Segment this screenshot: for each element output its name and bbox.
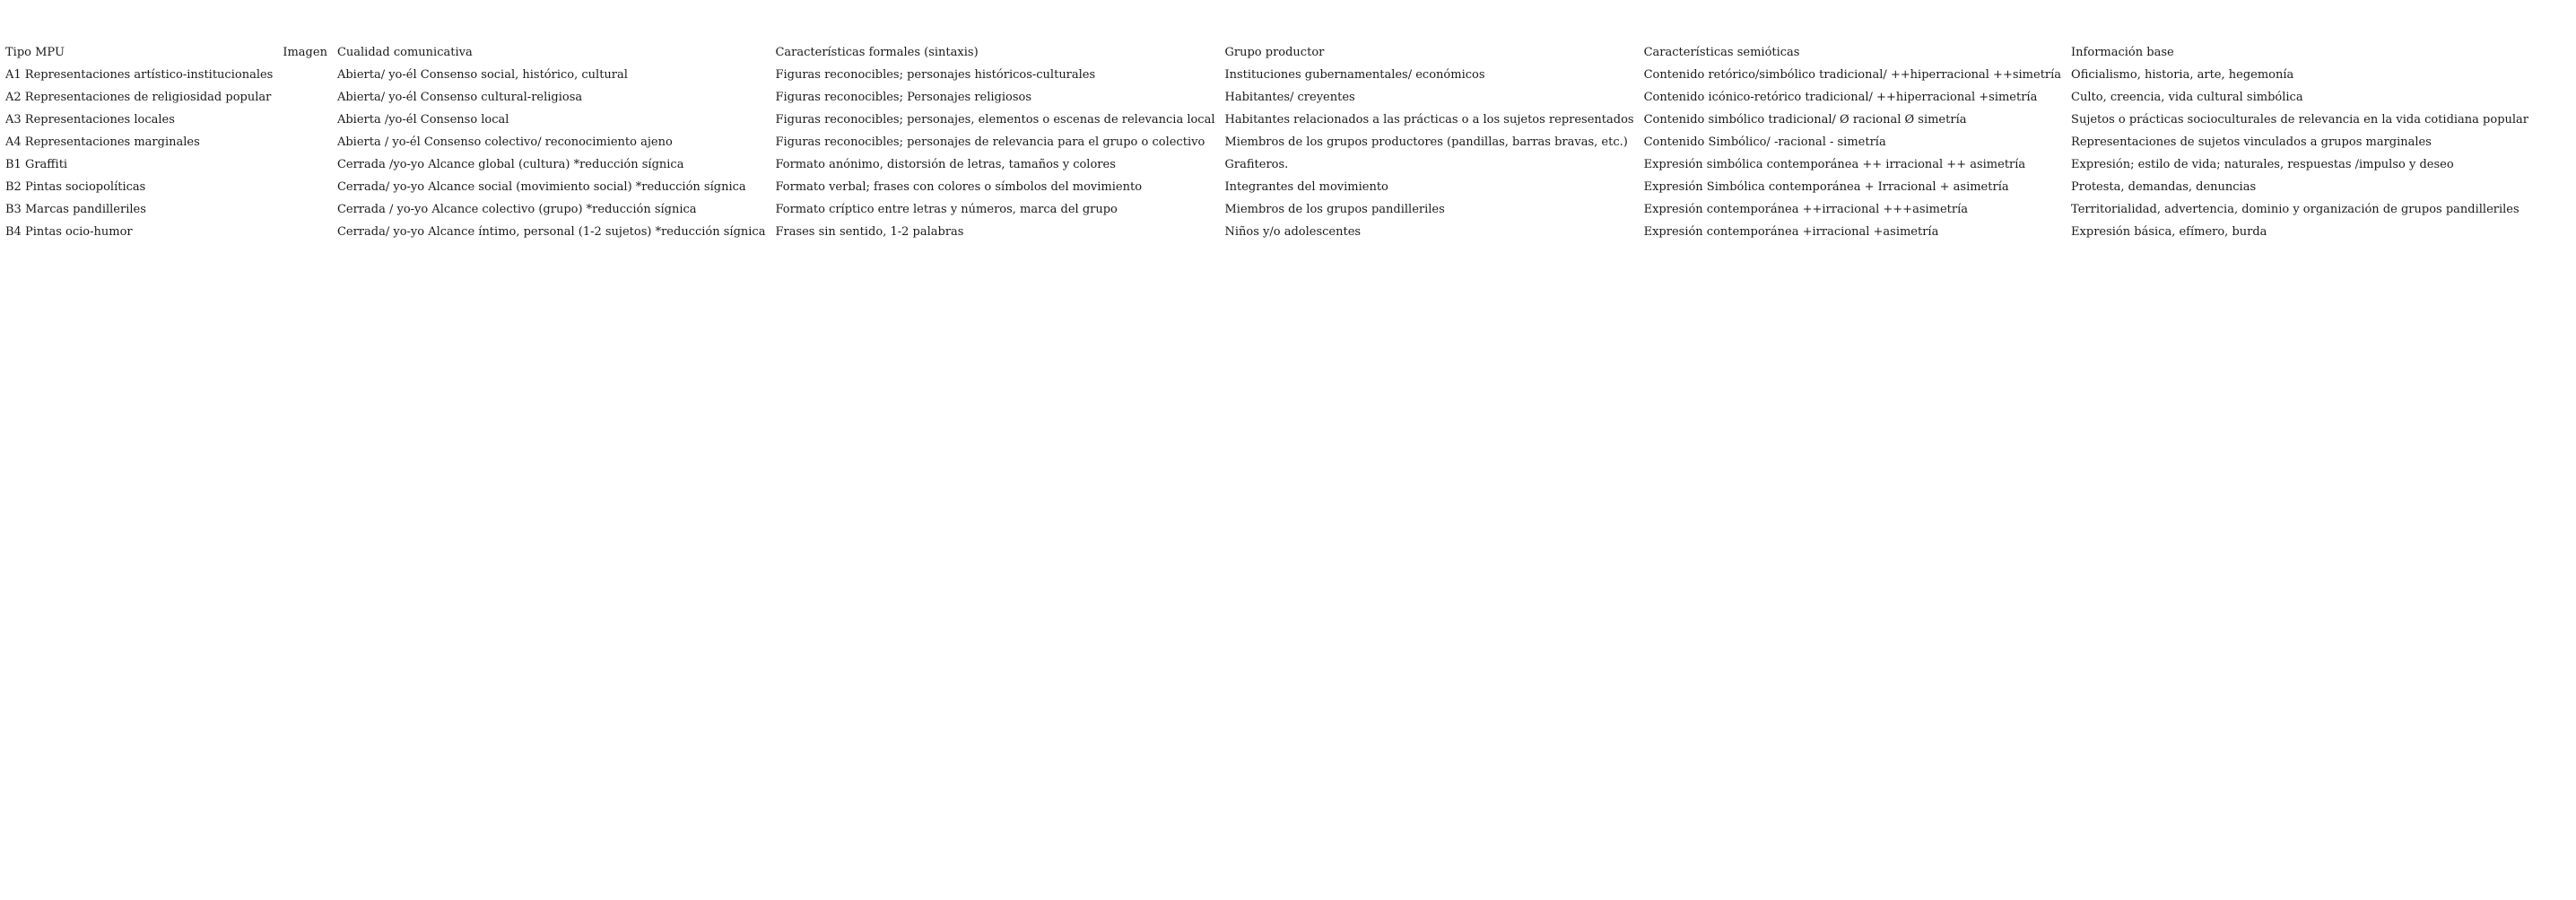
cell-tipo-mpu: A1 Representaciones artístico-institucionales xyxy=(5,68,274,82)
cell-caracteristicas-formales: Figuras reconocibles; personajes, elementos o escenas de relevancia local xyxy=(775,113,1215,127)
header-imagen: Imagen xyxy=(283,46,327,59)
cell-caracteristicas-semioticas: Contenido simbólico tradicional/ Ø racional Ø simetría xyxy=(1643,113,1967,127)
cell-caracteristicas-formales: Figuras reconocibles; personajes de relevancia para el grupo o colectivo xyxy=(775,135,1205,149)
table-header xyxy=(5,41,2528,64)
cell-tipo-mpu: B3 Marcas pandilleriles xyxy=(5,203,146,216)
cell-tipo-mpu: A4 Representaciones marginales xyxy=(5,135,200,149)
cell-informacion-base: Expresión; estilo de vida; naturales, respuestas /impulso y deseo xyxy=(2071,158,2454,171)
cell-informacion-base: Culto, creencia, vida cultural simbólica xyxy=(2071,91,2303,104)
header-caracteristicas-formales: Características formales (sintaxis) xyxy=(775,46,979,59)
cell-grupo-productor: Integrantes del movimiento xyxy=(1224,180,1388,194)
cell-imagen xyxy=(283,176,337,198)
cell-imagen xyxy=(283,221,337,243)
cell-caracteristicas-semioticas: Expresión contemporánea ++irracional +++asimetría xyxy=(1643,203,1969,216)
table-row xyxy=(5,86,2528,109)
cell-imagen xyxy=(283,198,337,221)
table-row xyxy=(5,131,2528,153)
cell-imagen xyxy=(283,86,337,109)
cell-cualidad-comunicativa: Abierta /yo-él Consenso local xyxy=(336,113,509,127)
table-row xyxy=(5,153,2528,176)
cell-cualidad-comunicativa: Abierta / yo-él Consenso colectivo/ reconocimiento ajeno xyxy=(336,135,673,149)
cell-grupo-productor: Miembros de los grupos productores (pandillas, barras bravas, etc.) xyxy=(1224,135,1628,149)
cell-imagen xyxy=(283,64,337,86)
cell-caracteristicas-formales: Formato críptico entre letras y números, marca del grupo xyxy=(775,203,1118,216)
cell-grupo-productor: Grafiteros. xyxy=(1224,158,1289,171)
cell-grupo-productor: Miembros de los grupos pandilleriles xyxy=(1224,203,1445,216)
cell-caracteristicas-formales: Figuras reconocibles; Personajes religiosos xyxy=(775,91,1032,104)
cell-informacion-base: Sujetos o prácticas socioculturales de relevancia en la vida cotidiana popular xyxy=(2071,113,2529,127)
cell-grupo-productor: Instituciones gubernamentales/ económicos xyxy=(1224,68,1485,82)
header-row xyxy=(5,41,2528,64)
cell-informacion-base: Oficialismo, historia, arte, hegemonía xyxy=(2071,68,2294,82)
cell-cualidad-comunicativa: Abierta/ yo-él Consenso cultural-religiosa xyxy=(336,91,583,104)
cell-cualidad-comunicativa: Cerrada/ yo-yo Alcance social (movimiento social) *reducción sígnica xyxy=(336,180,746,194)
cell-tipo-mpu: B4 Pintas ocio-humor xyxy=(5,225,133,239)
cell-imagen xyxy=(283,131,337,153)
table-row xyxy=(5,176,2528,198)
cell-tipo-mpu: A3 Representaciones locales xyxy=(5,113,175,127)
cell-tipo-mpu: B1 Graffiti xyxy=(5,158,68,171)
cell-informacion-base: Representaciones de sujetos vinculados a grupos marginales xyxy=(2071,135,2432,149)
cell-informacion-base: Territorialidad, advertencia, dominio y organización de grupos pandilleriles xyxy=(2071,203,2519,216)
cell-caracteristicas-semioticas: Expresión contemporánea +irracional +asimetría xyxy=(1643,225,1939,239)
cell-caracteristicas-semioticas: Contenido retórico/simbólico tradicional/ ++hiperracional ++simetría xyxy=(1643,68,2062,82)
header-tipo-mpu: Tipo MPU xyxy=(5,46,65,59)
cell-cualidad-comunicativa: Cerrada / yo-yo Alcance colectivo (grupo) *reducción sígnica xyxy=(336,203,697,216)
cell-cualidad-comunicativa: Cerrada /yo-yo Alcance global (cultura) *reducción sígnica xyxy=(336,158,684,171)
cell-caracteristicas-semioticas: Contenido Simbólico/ -racional - simetría xyxy=(1643,135,1886,149)
cell-tipo-mpu: A2 Representaciones de religiosidad popular xyxy=(5,91,272,104)
cell-tipo-mpu: B2 Pintas sociopolíticas xyxy=(5,180,146,194)
header-cualidad-comunicativa: Cualidad comunicativa xyxy=(336,46,473,59)
mpu-classification-table xyxy=(5,41,2528,243)
table-row xyxy=(5,198,2528,221)
cell-cualidad-comunicativa: Cerrada/ yo-yo Alcance íntimo, personal (1-2 sujetos) *reducción sígnica xyxy=(336,225,766,239)
cell-grupo-productor: Habitantes/ creyentes xyxy=(1224,91,1355,104)
table-row xyxy=(5,109,2528,131)
header-caracteristicas-semioticas: Características semióticas xyxy=(1643,46,1800,59)
cell-caracteristicas-formales: Figuras reconocibles; personajes históricos-culturales xyxy=(775,68,1096,82)
cell-caracteristicas-semioticas: Contenido icónico-retórico tradicional/ ++hiperracional +simetría xyxy=(1643,91,2038,104)
header-grupo-productor: Grupo productor xyxy=(1224,46,1325,59)
header-informacion-base: Información base xyxy=(2071,46,2174,59)
cell-caracteristicas-formales: Frases sin sentido, 1-2 palabras xyxy=(775,225,964,239)
cell-informacion-base: Protesta, demandas, denuncias xyxy=(2071,180,2257,194)
cell-caracteristicas-formales: Formato verbal; frases con colores o símbolos del movimiento xyxy=(775,180,1143,194)
table-row xyxy=(5,64,2528,86)
table-body xyxy=(5,64,2528,243)
cell-caracteristicas-formales: Formato anónimo, distorsión de letras, tamaños y colores xyxy=(775,158,1116,171)
cell-grupo-productor: Habitantes relacionados a las prácticas o a los sujetos representados xyxy=(1224,113,1634,127)
cell-informacion-base: Expresión básica, efímero, burda xyxy=(2071,225,2267,239)
cell-caracteristicas-semioticas: Expresión Simbólica contemporánea + Irracional + asimetría xyxy=(1643,180,2009,194)
cell-imagen xyxy=(283,153,337,176)
table-row xyxy=(5,221,2528,243)
cell-caracteristicas-semioticas: Expresión simbólica contemporánea ++ irracional ++ asimetría xyxy=(1643,158,2026,171)
cell-imagen xyxy=(283,109,337,131)
cell-cualidad-comunicativa: Abierta/ yo-él Consenso social, histórico, cultural xyxy=(336,68,628,82)
cell-grupo-productor: Niños y/o adolescentes xyxy=(1224,225,1362,239)
